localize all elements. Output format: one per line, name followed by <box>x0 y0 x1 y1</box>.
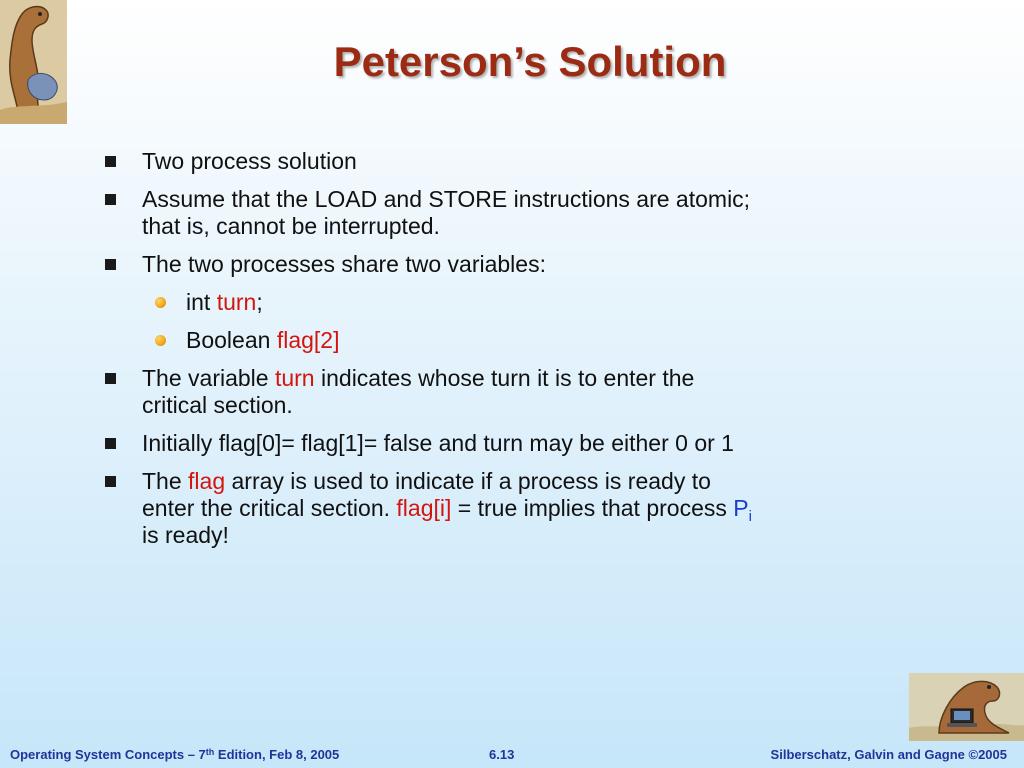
footer-page-number: 6.13 <box>489 747 515 762</box>
highlight-text: turn <box>274 365 315 391</box>
slide-footer <box>0 743 1024 768</box>
round-bullet-icon <box>155 335 166 346</box>
sub-bullet-text: int <box>186 289 217 315</box>
bullet-item <box>104 148 844 175</box>
highlight-text: turn <box>216 289 257 315</box>
highlight-text: flag[2] <box>276 327 340 353</box>
slide-body <box>104 148 844 560</box>
square-bullet-icon <box>105 373 116 384</box>
bullet-text: is ready! <box>142 522 229 548</box>
square-bullet-icon <box>105 259 116 270</box>
process-subscript: i <box>748 508 752 525</box>
bullet-text: = true implies that process <box>451 495 734 521</box>
bullet-text: that is, cannot be interrupted. <box>142 213 440 239</box>
dinosaur-laptop-illustration-icon <box>909 673 1024 741</box>
footer-copyright: Silberschatz, Galvin and Gagne ©2005 <box>770 747 1007 762</box>
sub-bullet-item <box>104 289 844 316</box>
bullet-text: indicates whose turn it is to enter the <box>314 365 695 391</box>
square-bullet-icon <box>105 194 116 205</box>
sub-bullet-text: ; <box>256 289 263 315</box>
bullet-text: Two process solution <box>142 148 357 174</box>
bullet-text: array is used to indicate if a process is ready to <box>225 468 711 494</box>
dinosaur-logo-bottom <box>909 673 1024 741</box>
bullet-item <box>104 430 844 457</box>
bullet-item <box>104 186 844 240</box>
square-bullet-icon <box>105 156 116 167</box>
slide-title: Peterson’s Solution <box>333 38 727 85</box>
footer-text: Edition, Feb 8, 2005 <box>214 747 340 762</box>
footer-superscript: th <box>205 747 215 757</box>
highlight-text: flag[i] <box>396 495 452 521</box>
sub-bullet-item <box>104 327 844 354</box>
footer-course-title <box>10 747 339 762</box>
bullet-text: The variable <box>142 365 275 391</box>
bullet-text: The <box>142 468 189 494</box>
square-bullet-icon <box>105 438 116 449</box>
bullet-text: critical section. <box>142 392 293 418</box>
bullet-text: The two processes share two variables: <box>142 251 546 277</box>
bullet-text: Initially flag[0]= flag[1]= false and turn may be either 0 or 1 <box>142 430 734 456</box>
footer-text: Operating System Concepts – 7 <box>10 747 206 762</box>
square-bullet-icon <box>105 476 116 487</box>
sub-bullet-text: Boolean <box>186 327 277 353</box>
bullet-item <box>104 251 844 278</box>
bullet-item <box>104 468 844 549</box>
process-symbol: P <box>733 495 749 521</box>
highlight-text: flag <box>188 468 226 494</box>
bullet-text: enter the critical section. <box>142 495 397 521</box>
round-bullet-icon <box>155 297 166 308</box>
bullet-text: Assume that the LOAD and STORE instructions are atomic; <box>142 186 751 212</box>
bullet-item <box>104 365 844 419</box>
